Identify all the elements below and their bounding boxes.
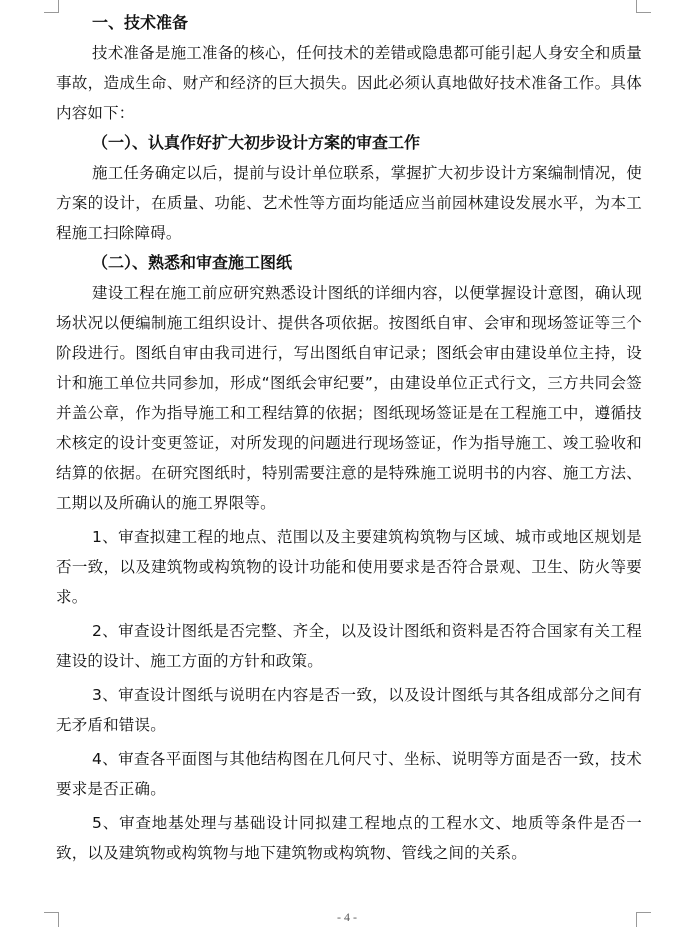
- review-item-4: 4、审查各平面图与其他结构图在几何尺寸、坐标、说明等方面是否一致，技术要求是否正确。: [56, 750, 642, 798]
- page-number: - 4 -: [337, 910, 357, 924]
- review-item-1: 1、审查拟建工程的地点、范围以及主要建筑构筑物与区域、城市或地区规划是否一致，以及建筑物或构筑物的设计功能和使用要求是否符合景观、卫生、防火等要求。: [56, 528, 642, 606]
- review-item-3: 3、审查设计图纸与说明在内容是否一致，以及设计图纸与其各组成部分之间有无矛盾和错误。: [56, 686, 642, 734]
- subsection-2-heading: （二）、熟悉和审查施工图纸: [92, 253, 293, 272]
- subsection-2-paragraph: 建设工程在施工前应研究熟悉设计图纸的详细内容，以便掌握设计意图，确认现场状况以便编制施工组织设计、提供各项依据。按图纸自审、会审和现场签证等三个阶段进行。图纸自审由我司进行，写出图纸自审记录；图纸会审由建设单位主持，设计和施工单位共同参加，形成“图纸会审纪要”，由建设单位正式行文，三方共同会签并盖公章，作为指导施工和工程结算的依据；图纸现场签证是在工程施工中，遵循技术核定的设计变更签证，对所发现的问题进行现场签证，作为指导施工、竣工验收和结算的依据。在研究图纸时，特别需要注意的是特殊施工说明书的内容、施工方法、工期以及所确认的施工界限等。: [56, 284, 642, 512]
- subsection-1-paragraph: 施工任务确定以后，提前与设计单位联系，掌握扩大初步设计方案编制情况，使方案的设计，在质量、功能、艺术性等方面均能适应当前园林建设发展水平，为本工程施工扫除障碍。: [56, 164, 642, 242]
- review-item-2: 2、审查设计图纸是否完整、齐全，以及设计图纸和资料是否符合国家有关工程建设的设计、施工方面的方针和政策。: [56, 622, 642, 670]
- review-item-5: 5、审查地基处理与基础设计同拟建工程地点的工程水文、地质等条件是否一致，以及建筑物或构筑物与地下建筑物或构筑物、管线之间的关系。: [56, 814, 642, 862]
- section-heading: 一、技术准备: [92, 13, 189, 32]
- section-intro-paragraph: 技术准备是施工准备的核心，任何技术的差错或隐患都可能引起人身安全和质量事故，造成生命、财产和经济的巨大损失。因此必须认真地做好技术准备工作。具体内容如下：: [56, 44, 642, 122]
- page-content: [56, 8, 642, 868]
- subsection-1-heading: （一）、认真作好扩大初步设计方案的审查工作: [92, 133, 421, 152]
